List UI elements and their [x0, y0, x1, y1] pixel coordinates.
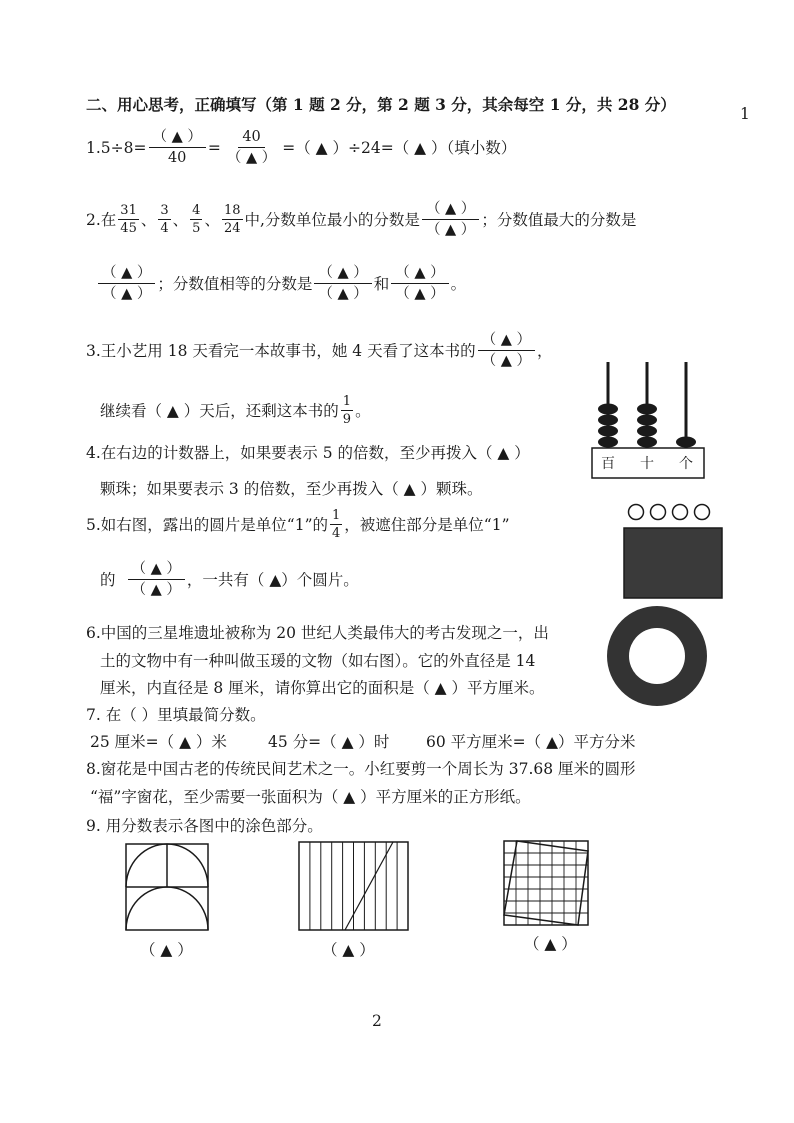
q2-fraction-d	[222, 203, 243, 236]
abacus-bead	[598, 415, 618, 426]
q2-frac-c-num: 4	[192, 203, 201, 218]
q9-fig3-outer	[504, 841, 588, 925]
q2-mid2-text: ；分数值最大的分数是	[481, 210, 637, 229]
q1-equals: =	[207, 138, 221, 157]
abacus-bead	[598, 437, 618, 448]
q9-answer-3[interactable]: （ ▲ ）	[524, 935, 577, 953]
abacus-bead	[637, 404, 657, 415]
q2-separator: 、	[204, 210, 220, 229]
q1-prefix: 1.5÷8=	[86, 138, 147, 157]
q3-frac-num: 1	[342, 394, 352, 409]
q2-frac-a-num: 31	[120, 203, 137, 218]
question-2-line-2	[96, 264, 466, 303]
blank-num[interactable]: （ ▲ ）	[314, 264, 371, 284]
cover-block	[624, 528, 722, 598]
q8-line-2[interactable]: “福”字窗花，至少需要一张面积为（ ▲ ）平方厘米的正方形纸。	[90, 788, 531, 806]
abacus-bead	[637, 437, 657, 448]
blank-den[interactable]: （ ▲ ）	[395, 286, 445, 302]
section-title: 二、用心思考，正确填写（第 1 题 2 分，第 2 题 3 分，其余每空 1 分，共 28 分）	[86, 95, 676, 114]
q2-separator: 、	[172, 210, 189, 229]
blank-den[interactable]: （ ▲ ）	[425, 222, 476, 238]
blank-den[interactable]: （ ▲ ）	[131, 582, 181, 598]
question-3-line-2	[100, 394, 371, 427]
footer-page-number: 2	[372, 1012, 382, 1030]
q3-line1-end: ，	[536, 341, 553, 360]
q2-line2-text: ；分数值相等的分数是	[157, 274, 313, 293]
q2-and: 和	[373, 274, 390, 293]
q4-line-2[interactable]: 颗珠；如果要表示 3 的倍数，至少再拨入（ ▲ ）颗珠。	[100, 480, 483, 498]
abacus-bead	[598, 426, 618, 437]
q9-figure-2	[298, 841, 410, 933]
visible-circle	[673, 505, 688, 520]
q1-fraction-1	[149, 128, 206, 167]
circles-cover-figure	[620, 500, 730, 600]
jade-ring-figure	[605, 604, 709, 708]
q9-fig3-tilted-square	[504, 841, 588, 925]
jade-ring-inner	[629, 628, 685, 684]
question-3-line-1	[86, 331, 552, 370]
q6-line-2: 土的文物中有一种叫做玉瑗的文物（如右图）。它的外直径是 14	[100, 652, 536, 670]
q6-line-1: 6.中国的三星堆遗址被称为 20 世纪人类最伟大的考古发现之一，出	[86, 624, 549, 642]
q5-frac-den: 4	[332, 526, 341, 541]
q2-answer-3[interactable]	[314, 264, 371, 303]
q2-answer-4[interactable]	[391, 264, 448, 303]
q2-end: 。	[450, 274, 467, 293]
q2-separator: 、	[140, 210, 157, 229]
q9-figure-1	[125, 843, 211, 933]
q5-fraction-one-quarter	[330, 508, 342, 541]
question-2-line-1	[86, 200, 636, 239]
abacus-bead	[676, 437, 696, 448]
abacus-figure	[590, 356, 710, 486]
q3-frac-den: 9	[342, 412, 352, 427]
q5-frac-num: 1	[332, 508, 341, 523]
q9-figure-3	[503, 837, 591, 927]
blank-den[interactable]: （ ▲ ）	[102, 286, 152, 302]
q9-fig3-grid	[504, 841, 588, 925]
q2-frac-b-num: 3	[160, 203, 169, 218]
blank-den[interactable]: （ ▲ ）	[481, 353, 531, 369]
q5-answer-fraction[interactable]	[128, 560, 185, 599]
q3-line1-text: 3.王小艺用 18 天看完一本故事书，她 4 天看了这本书的	[86, 341, 476, 360]
q2-answer-2[interactable]	[98, 264, 155, 303]
q3-line2-end: 。	[355, 401, 371, 420]
q5-line2-b[interactable]: ，一共有（ ▲）个圆片。	[186, 570, 359, 589]
abacus-bead	[637, 415, 657, 426]
q8-line-1: 8.窗花是中国古老的传统民间艺术之一。小红要剪一个周长为 37.68 厘米的圆形	[86, 760, 636, 778]
q1-frac2-numerator: 40	[238, 128, 264, 148]
q6-line-3[interactable]: 厘米，内直径是 8 厘米，请你算出它的面积是（ ▲ ）平方厘米。	[100, 679, 545, 697]
q7-line-1: 7. 在（ ）里填最简分数。	[86, 706, 266, 724]
blank-num[interactable]: （ ▲ ）	[128, 560, 185, 580]
q1-frac2-denominator[interactable]: （ ▲ ）	[226, 150, 277, 166]
q3-answer-fraction[interactable]	[478, 331, 535, 370]
question-1	[86, 128, 516, 167]
q2-fraction-a	[118, 203, 139, 236]
q2-frac-d-den: 24	[223, 221, 241, 236]
corner-page-number: 1	[740, 105, 750, 123]
q2-fraction-b	[158, 203, 170, 236]
abacus-beads	[598, 404, 696, 448]
q1-frac1-denominator: 40	[167, 150, 187, 166]
abacus-label-hundreds: 百	[601, 456, 615, 472]
q2-prefix: 2.在	[86, 210, 117, 229]
blank-num[interactable]: （ ▲ ）	[422, 200, 479, 220]
q5-line1-b: ，被遮住部分是单位“1”	[344, 515, 510, 534]
q9-answer-1[interactable]: （ ▲ ）	[140, 941, 193, 959]
q2-answer-1[interactable]	[422, 200, 479, 239]
q5-line1-a: 5.如右图，露出的圆片是单位“1”的	[86, 515, 328, 534]
blank-den[interactable]: （ ▲ ）	[318, 286, 368, 302]
question-5-line-1	[86, 508, 510, 541]
visible-circle	[629, 505, 644, 520]
q7-item-c[interactable]: 60 平方厘米=（ ▲）平方分米	[426, 733, 636, 751]
q9-answer-2[interactable]: （ ▲ ）	[322, 941, 375, 959]
visible-circle	[651, 505, 666, 520]
q1-rest[interactable]: =（ ▲ ）÷24=（ ▲ ）（填小数）	[282, 138, 517, 157]
visible-circle	[695, 505, 710, 520]
q9-line-1: 9. 用分数表示各图中的涂色部分。	[86, 817, 323, 835]
q7-item-a[interactable]: 25 厘米=（ ▲ ）米	[90, 733, 227, 751]
blank-num[interactable]: （ ▲ ）	[478, 331, 535, 351]
blank-num[interactable]: （ ▲ ）	[391, 264, 448, 284]
q9-fig2-stripes	[310, 842, 397, 930]
q2-frac-a-den: 45	[120, 221, 137, 236]
q7-item-b[interactable]: 45 分=（ ▲ ）时	[268, 733, 390, 751]
q3-line2-text[interactable]: 继续看（ ▲ ）天后，还剩这本书的	[100, 401, 339, 420]
q2-frac-c-den: 5	[192, 221, 201, 236]
q3-fraction-one-ninth	[341, 394, 353, 427]
abacus-label-ones: 个	[679, 456, 693, 472]
abacus-bead	[598, 404, 618, 415]
abacus-bead	[637, 426, 657, 437]
blank-num[interactable]: （ ▲ ）	[98, 264, 155, 284]
q2-mid-text: 中,分数单位最小的分数是	[244, 210, 420, 229]
q2-fraction-c	[190, 203, 202, 236]
q1-frac1-numerator[interactable]: （ ▲ ）	[149, 128, 206, 148]
question-5-line-2	[100, 560, 359, 599]
q5-line2-a: 的	[100, 570, 116, 589]
q2-frac-b-den: 4	[160, 221, 169, 236]
q1-fraction-2	[223, 128, 280, 167]
visible-circles	[629, 505, 710, 520]
q4-line-1[interactable]: 4.在右边的计数器上，如果要表示 5 的倍数，至少再拨入（ ▲ ）	[86, 444, 530, 462]
abacus-label-tens: 十	[640, 456, 654, 472]
q2-frac-d-num: 18	[223, 203, 241, 218]
